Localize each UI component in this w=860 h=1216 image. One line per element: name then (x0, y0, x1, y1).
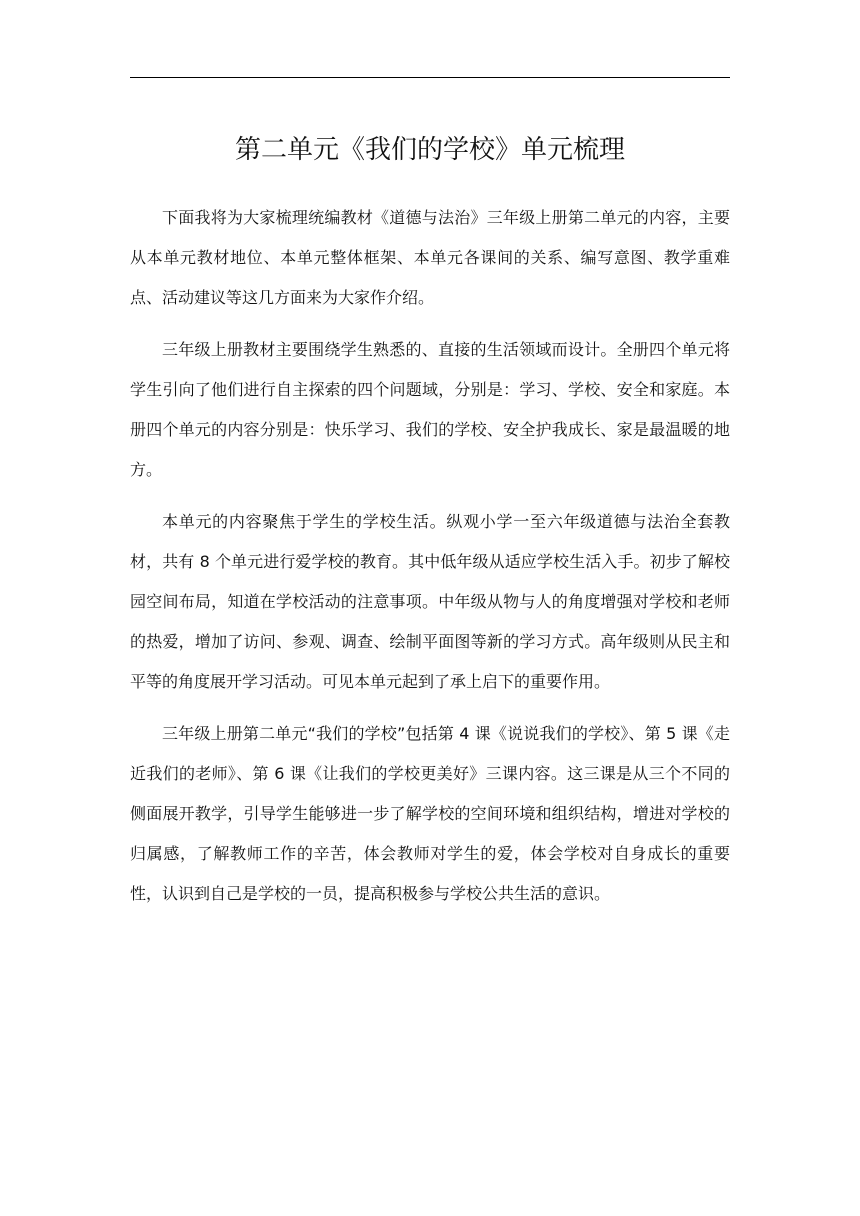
paragraph-unit-position: 本单元的内容聚焦于学生的学校生活。纵观小学一至六年级道德与法治全套教材，共有 8 个单元进行爱学校的教育。其中低年级从适应学校生活入手。初步了解校园空间布局，知道在学校活动的注意事项。中年级从物与人的角度增强对学校和老师的热爱，增加了访问、参观、调查、绘制平面图等新的学习方式。高年级则从民主和平等的角度展开学习活动。可见本单元起到了承上启下的重要作用。 (130, 512, 730, 691)
document-title: 第二单元《我们的学校》单元梳理 (234, 135, 625, 165)
header-rule (130, 77, 730, 78)
document-body (130, 198, 730, 926)
paragraph-textbook-overview: 三年级上册教材主要围绕学生熟悉的、直接的生活领域而设计。全册四个单元将学生引向了他们进行自主探索的四个问题域，分别是：学习、学校、安全和家庭。本册四个单元的内容分别是：快乐学习、我们的学校、安全护我成长、家是最温暖的地方。 (130, 340, 730, 479)
paragraph-unit-structure: 三年级上册第二单元“我们的学校”包括第 4 课《说说我们的学校》、第 5 课《走近我们的老师》、第 6 课《让我们的学校更美好》三课内容。这三课是从三个不同的侧面展开教学，引导学生能够进一步了解学校的空间环境和组织结构，增进对学校的归属感，了解教师工作的辛苦，体会教师对学生的爱，体会学校对自身成长的重要性，认识到自己是学校的一员，提高积极参与学校公共生活的意识。 (130, 724, 730, 903)
paragraph-intro: 下面我将为大家梳理统编教材《道德与法治》三年级上册第二单元的内容，主要从本单元教材地位、本单元整体框架、本单元各课间的关系、编写意图、教学重难点、活动建议等这几方面来为大家作介绍。 (130, 208, 730, 307)
